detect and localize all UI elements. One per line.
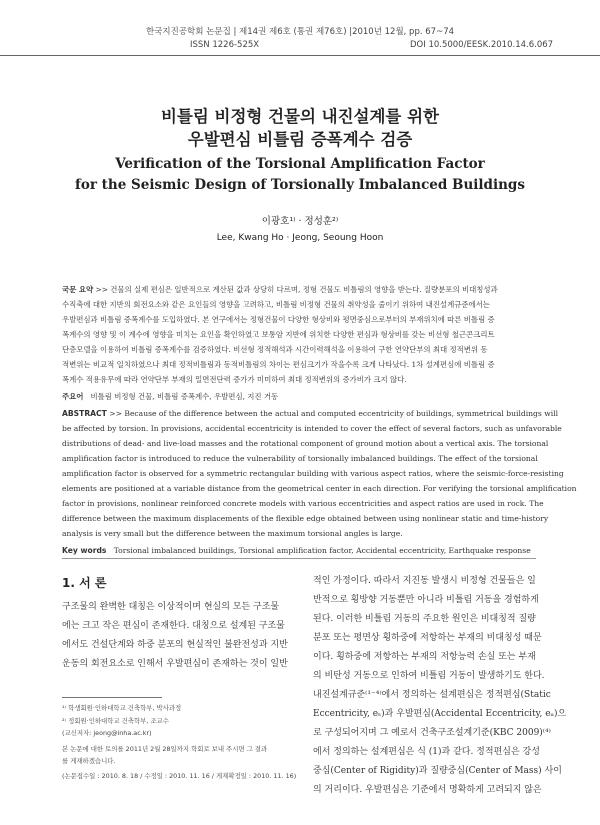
authors-korean: 이광호¹⁾ · 정성훈²⁾ [261, 216, 339, 227]
korean-abstract-line: 수직축에 대한 지반의 회전요소와 같은 요인들의 영향을 고려하고, 비틀림 비정형 건물의 취약성을 줄이기 위하여 내진설계규준에서는 [62, 300, 490, 309]
body-line: 구조물의 완벽한 대칭은 이상적이며 현실의 모든 구조물 [62, 602, 280, 612]
discussion-note-line2: 를 게재하겠습니다. [62, 757, 116, 765]
korean-abstract-line: 폭계수의 영향 및 이 계수에 영향을 미치는 요인을 확인하였고 보통암 지반에 위치한 다양한 편심과 형상비를 갖는 비선형 철근콘크리트 [62, 330, 495, 339]
body-line: 반적으로 횡방향 거동뿐만 아니라 비틀림 거동을 경험하게 [313, 595, 539, 605]
footnote-2-email: (교신저자: jeong@inha.ac.kr) [62, 729, 152, 737]
korean-abstract-label: 국문 요약 [62, 285, 94, 294]
korean-abstract-line: 우발편심과 비틀림 증폭계수를 도입하였다. 본 연구에서는 정형건물이 다양한 형상비와 평면중심으로부터의 부재위치에 따른 비틀림 증 [62, 315, 495, 324]
abstract-bottom-rule [62, 558, 536, 559]
body-line: 된다. 이러한 비틀림 거동의 주요한 원인은 비대칭적 질량 [313, 614, 536, 624]
body-line: 의 거리이다. 우발편심은 기준에서 명확하게 고려되지 않은 [313, 785, 542, 795]
korean-title-line2: 우발편심 비틀림 증폭계수 검증 [187, 130, 413, 149]
english-keywords: Key words Torsional imbalanced buildings, Torsional amplification factor, Accidental eccentricity, Earthquake response [62, 546, 531, 555]
section-heading: 1. 서 론 [62, 576, 107, 590]
body-line: 에는 크고 작은 편심이 존재한다. 대칭으로 설계된 구조물 [62, 621, 285, 631]
body-line: 운동의 회전요소로 인해서 우발편심이 존재하는 것이 일반 [62, 659, 288, 669]
english-abstract-line: distributions of dead- and live-load masses and the rotational component of ground motion about a vertical axis. The torsional [62, 439, 549, 448]
korean-abstract-line: 폭계수 적용유무에 따라 연약단부 부재의 밀면전단력 증가가 미미하여 최대 정적변위의 증가비가 크지 않다. [62, 375, 407, 384]
body-line: 적인 가정이다. 따라서 지진동 발생시 비정형 건물들은 일 [313, 576, 536, 586]
english-abstract-line: factor in provisions, nonlinear reinforced concrete models with various eccentricities and aspect ratios are used in rock. The [62, 499, 544, 508]
english-abstract-line: amplification factor is observed for a symmetric rectangular building with various aspect ratios, where the seismic-force-resisting [62, 469, 564, 478]
body-line: 분포 또는 평면상 횡하중에 저항하는 부재의 비대칭성 때문 [313, 633, 542, 643]
discussion-note-line1: 본 논문에 대한 토의를 2011년 2월 28일까지 학회로 보내 주시면 그 결과 [62, 745, 268, 753]
header-rule [0, 55, 600, 56]
english-title-line1: Verification of the Torsional Amplification Factor [115, 156, 485, 172]
english-abstract-line: difference between the maximum displacements of the flexible edge obtained between using nonlinear static and time-history [62, 514, 549, 523]
body-line: 이다. 횡하중에 저항하는 부재의 저항능력 손실 또는 부재 [313, 652, 536, 662]
english-abstract-line: elements are positioned at a variable distance from the geometrical center in each direction. For verifying the torsional amplification [62, 484, 577, 493]
korean-keywords: 주요어 비틀림 비정형 건물, 비틀림 증폭계수, 우발편심, 지진 거동 [62, 392, 279, 401]
korean-keywords-label: 주요어 [62, 392, 84, 401]
body-line: 내진설계규준⁽¹⁻⁴⁾에서 정의하는 설계편심은 정적편심(Static [313, 690, 551, 700]
body-right-column [313, 572, 567, 800]
english-abstract-line: be affected by torsion. In provisions, accidental eccentricity is intended to cover the effect of several factors, such as unfavorable [62, 424, 562, 433]
body-line: 로 구성되어지며 그 예로서 건축구조설계기준(KBC 2009)⁽⁴⁾ [313, 728, 551, 738]
footnote-rule [62, 697, 162, 698]
footnote-1: ¹⁾ 학생회원·인하대학교 건축학부, 박사과정 [62, 704, 182, 712]
footnote-2: ²⁾ 정회원·인하대학교 건축학부, 조교수 [62, 717, 169, 725]
submission-dates: (논문접수일 : 2010. 8. 18 / 수정일 : 2010. 11. 16 / 게재확정일 : 2010. 11. 16) [62, 772, 297, 780]
english-abstract-label: ABSTRACT [62, 409, 107, 418]
body-line: 에서 정의하는 설계편심은 식 (1)과 같다. 정적편심은 강성 [313, 747, 540, 757]
body-line: 중심(Center of Rigidity)과 질량중심(Center of Mass) 사이 [313, 766, 562, 776]
english-abstract-line: ABSTRACT >> Because of the difference between the actual and computed eccentricity of buildings, symmetrical buildings will [62, 409, 559, 418]
body-line: Eccentricity, eₛ)과 우발편심(Accidental Eccentricity, eₐ)으 [313, 709, 567, 719]
body-line: 의 비탄성 거동으로 인하여 비틀림 거동이 발생하기도 한다. [313, 671, 545, 681]
authors-english: Lee, Kwang Ho · Jeong, Seoung Hoon [216, 233, 384, 243]
korean-abstract-line: 적변위는 비교적 일치하였으나 최대 정적비틀림과 동적비틀림의 차이는 편심크기가 작을수록 크게 나타났다. 1차 설계편심에 비틀림 증 [62, 360, 495, 369]
korean-abstract-line: 국문 요약 >> 건물의 실제 편심은 일반적으로 계산된 값과 상당히 다르며, 정형 건물도 비틀림의 영향을 받는다. 질량분포의 비대칭성과 [62, 285, 498, 294]
korean-title-line1: 비틀림 비정형 건물의 내진설계를 위한 [160, 107, 439, 126]
english-title-line2: for the Seismic Design of Torsionally Imbalanced Buildings [75, 177, 525, 193]
issn: ISSN 1226-525X [190, 40, 260, 50]
body-line: 에서도 건설단계와 하중 분포의 현실적인 불완전성과 지반 [62, 640, 288, 650]
korean-abstract-line: 단층모델을 이용하여 비틀림 증폭계수를 검증하였다. 비선형 정적해석과 시간이력해석을 이용하여 구한 연약단부의 최대 정적변위 동 [62, 345, 488, 354]
doi: DOI 10.5000/EESK.2010.14.6.067 [410, 40, 554, 50]
english-keywords-label: Key words [62, 546, 107, 555]
english-abstract-line: amplification factor is introduced to reduce the vulnerability of torsionally imbalanced buildings. The effect of the torsional [62, 454, 538, 463]
body-left-column [62, 598, 288, 674]
english-abstract-line: analysis is very small but the difference between the maximum torsional angles is large. [62, 529, 403, 538]
journal-header: 한국지진공학회 논문집 | 제14권 제6호 (통권 제76호) |2010년 12월, pp. 67~74 [145, 27, 455, 37]
